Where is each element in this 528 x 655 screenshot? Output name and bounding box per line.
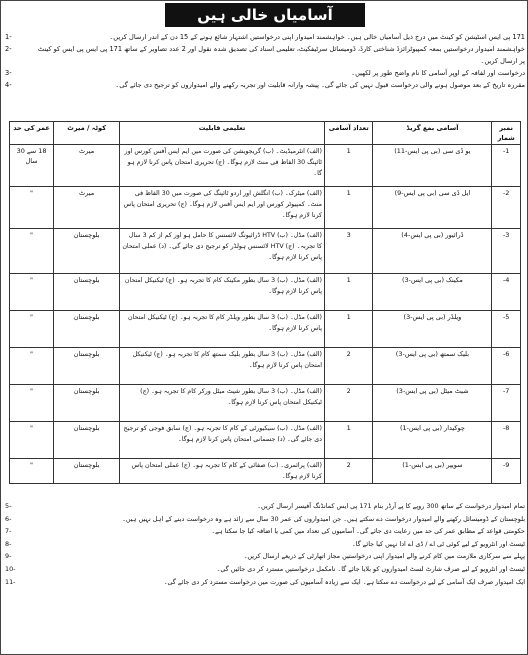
intro-line <box>5 31 525 43</box>
cell-serial: 3- <box>492 229 521 274</box>
intro-line <box>5 55 525 67</box>
intro-line-text: درخواست اور لفافہ کے اوپر آسامی کا نام واضح طور پر لکھیں۔ <box>351 69 525 77</box>
footer-line-text: ٹیسٹ اور انٹرویو کے لیے صرف شارٹ لسٹ امیدواروں کو بلایا جائے گا۔ نامکمل درخواستیں مسترد کر دی جائیں گی۔ <box>216 564 525 573</box>
footer-line-number: 8- <box>5 539 12 548</box>
intro-line-number: 2- <box>5 45 12 53</box>
footer-instructions <box>5 500 525 588</box>
cell-count: 2 <box>324 459 372 484</box>
cell-age-limit: " <box>10 229 54 274</box>
cell-count: 1 <box>324 187 372 229</box>
footer-line <box>5 538 525 551</box>
cell-qualification: (الف) مڈل۔ (ب) 3 سال بطور بلیک سمتھ کام کا تجربہ ہو۔ (ج) ٹیکنیکل امتحان پاس کرنا لازم ہوگا۔ <box>120 348 325 385</box>
cell-post: ویلڈر (بی پی ایس-3) <box>373 311 492 348</box>
cell-count: 1 <box>324 145 372 187</box>
cell-quota: بلوچستان <box>54 459 120 484</box>
intro-line <box>5 79 525 91</box>
cell-serial: 8- <box>492 422 521 459</box>
table-row <box>10 229 521 274</box>
cell-post: مکینک (بی پی ایس-3) <box>373 274 492 311</box>
footer-line <box>5 576 525 589</box>
cell-post: ڈرائیور (بی پی ایس-4) <box>373 229 492 274</box>
intro-line-text: مقررہ تاریخ کے بعد موصول ہونے والی درخواست قبول نہیں کی جائے گی۔ پیشہ وارانہ قابلیت اور تجربہ رکھنے والے امیدواروں کو ترجیح دی جائے گی۔ <box>115 81 525 89</box>
cell-qualification: (الف) میٹرک۔ (ب) انگلش اور اردو ٹائپنگ کی صورت میں 30 الفاظ فی منٹ۔ کمپیوٹر کورس اور ایم ایس آفس لازم ہوگا۔ (ج) تحریری امتحان پاس کرنا لازم ہوگا۔ <box>120 187 325 229</box>
footer-line <box>5 525 525 538</box>
footer-line <box>5 500 525 513</box>
footer-line-text: تمام امیدوار درخواست کے ساتھ 300 روپے کا پے آرڈر بنام 171 پی ایس کمانڈنگ آفیسر ارسال کریں۔ <box>257 502 525 510</box>
cell-age-limit: " <box>10 385 54 422</box>
cell-count: 3 <box>324 229 372 274</box>
cell-qualification: (الف) انٹرمیڈیٹ۔ (ب) گریجویشن کی صورت میں ایم ایس آفس کورس اور ٹائپنگ 30 الفاظ فی منٹ لازم ہوگا۔ (ج) تحریری امتحان پاس کرنا لازم ہو گا۔ <box>120 145 325 187</box>
cell-count: 1 <box>324 274 372 311</box>
cell-count: 1 <box>324 311 372 348</box>
cell-serial: 5- <box>492 311 521 348</box>
cell-post: شیٹ میٹل (بی پی ایس-3) <box>373 385 492 422</box>
intro-line-text: 171 پی ایس اسٹیشن کو کینٹ میں درج ذیل آسامیاں خالی ہیں۔ خواہشمند امیدوار اپنی درخواستیں اشتہار شائع ہونے کے 15 دن کے اندر ارسال کریں۔ <box>109 33 525 41</box>
intro-line <box>5 43 525 55</box>
cell-quota: بلوچستان <box>54 422 120 459</box>
table-row <box>10 145 521 187</box>
header-qualification: تعلیمی قابلیت <box>120 122 325 145</box>
cell-count: 2 <box>324 385 372 422</box>
cell-qualification: (الف) پرائمری۔ (ب) صفائی کے کام کا تجربہ ہو۔ (ج) عملی امتحان پاس کرنا لازم ہوگا۔ <box>120 459 325 484</box>
cell-serial: 2- <box>492 187 521 229</box>
cell-serial: 1- <box>492 145 521 187</box>
cell-post: چوکیدار (بی پی ایس-1) <box>373 422 492 459</box>
cell-qualification: (الف) مڈل۔ (ب) سیکیورٹی کے کام کا تجربہ ہو۔ (ج) سابق فوجی کو ترجیح دی جائے گی۔ (د) جسمانی امتحان پاس کرنا لازم ہوگا۔ <box>120 422 325 459</box>
table-row <box>10 187 521 229</box>
footer-line-number: 7- <box>5 527 12 536</box>
table-row <box>10 311 521 348</box>
cell-serial: 4- <box>492 274 521 311</box>
footer-line <box>5 563 525 576</box>
cell-post: ایل ڈی سی (بی پی ایس-9) <box>373 187 492 229</box>
page-title: آسامیاں خالی ہیں <box>165 3 365 27</box>
header-count: تعداد آسامی <box>324 122 372 145</box>
cell-age-limit: " <box>10 422 54 459</box>
cell-post: بلیک سمتھ (بی پی ایس-3) <box>373 348 492 385</box>
cell-count: 1 <box>324 422 372 459</box>
footer-line-text: حکومتی قواعد کے مطابق عمر کی حد میں رعایت دی جائے گی۔ آسامیوں کی تعداد میں کمی یا اضافہ کیا جا سکتا ہے۔ <box>211 527 525 536</box>
cell-qualification: (الف) مڈل۔ (ب) HTV ڈرائیونگ لائسنس کا حامل ہو اور کم از کم 3 سال کا تجربہ۔ (ج) HTV لائسنس ہولڈر کو ترجیح دی جائے گی۔ (د) عملی امتحان پاس کرنا لازم ہوگا۔ <box>120 229 325 274</box>
footer-line-number: 11- <box>5 577 16 586</box>
cell-age-limit: " <box>10 459 54 484</box>
cell-age-limit: " <box>10 348 54 385</box>
footer-line <box>5 550 525 563</box>
table-row <box>10 348 521 385</box>
cell-count: 2 <box>324 348 372 385</box>
header-serial: نمبر شمار <box>492 122 521 145</box>
cell-quota: میرٹ <box>54 187 120 229</box>
footer-line-text: ٹیسٹ اور انٹرویو کے لیے کوئی ٹی اے / ڈی اے ادا نہیں کیا جائے گا۔ <box>351 539 525 548</box>
footer-line-text: پہلے سے سرکاری ملازمت میں کام کرنے والے امیدوار اپنی درخواستیں مجاز اتھارٹی کے ذریعے ارسال کریں۔ <box>243 552 525 561</box>
table-row <box>10 459 521 484</box>
cell-post: یو ڈی سی (بی پی ایس-11) <box>373 145 492 187</box>
footer-line-text: بلوچستان کے ڈومیسائل رکھنے والے امیدوار درخواست دے سکتے ہیں۔ جن امیدواروں کی عمر 30 سال سے زائد ہے وہ درخواست دینے کے اہل نہیں ہیں۔ <box>122 514 525 523</box>
cell-age-limit: " <box>10 274 54 311</box>
footer-line-number: 6- <box>5 514 12 523</box>
cell-quota: بلوچستان <box>54 385 120 422</box>
cell-post: سویپر (بی پی ایس-1) <box>373 459 492 484</box>
cell-qualification: (الف) مڈل۔ (ب) 3 سال بطور ویلڈر کام کا تجربہ ہو۔ (ج) ٹیکنیکل امتحان پاس کرنا لازم ہوگا۔ <box>120 311 325 348</box>
cell-age-limit: " <box>10 187 54 229</box>
footer-line-number: 5- <box>5 502 12 510</box>
footer-line-text: ایک امیدوار صرف ایک آسامی کے لیے درخواست دے سکتا ہے۔ ایک سے زیادہ آسامیوں کی صورت میں درخواست مسترد کر دی جائے گی۔ <box>163 577 525 586</box>
vacancies-table <box>9 121 521 484</box>
table-row <box>10 385 521 422</box>
intro-line-number: 4- <box>5 81 12 89</box>
intro-line-text: پر ارسال کریں۔ <box>480 57 525 65</box>
header-post: آسامی بمع گریڈ <box>373 122 492 145</box>
header-quota: کوٹہ / میرٹ <box>54 122 120 145</box>
footer-line <box>5 513 525 526</box>
intro-line-number: 1- <box>5 33 12 41</box>
cell-serial: 7- <box>492 385 521 422</box>
table-row <box>10 274 521 311</box>
cell-qualification: (الف) مڈل۔ (ب) 3 سال بطور مکینک کام کا تجربہ ہو۔ (ج) ٹیکنیکل امتحان پاس کرنا لازم ہوگا۔ <box>120 274 325 311</box>
footer-line-number: 10- <box>5 564 16 573</box>
table-row <box>10 422 521 459</box>
cell-age-limit: " <box>10 311 54 348</box>
intro-line <box>5 67 525 79</box>
cell-serial: 9- <box>492 459 521 484</box>
cell-serial: 6- <box>492 348 521 385</box>
footer-line-number: 9- <box>5 552 12 561</box>
intro-line-number: 3- <box>5 69 12 77</box>
cell-quota: بلوچستان <box>54 348 120 385</box>
cell-quota: بلوچستان <box>54 311 120 348</box>
cell-quota: میرٹ <box>54 145 120 187</box>
cell-age-limit: 18 سے 30 سال <box>10 145 54 187</box>
cell-qualification: (الف) مڈل۔ (ب) 3 سال بطور شیٹ میٹل ورکر کام کا تجربہ ہو۔ (ج) ٹیکنیکل امتحان پاس کرنا لازم ہوگا۔ <box>120 385 325 422</box>
header-age-limit: عمر کی حد <box>10 122 54 145</box>
cell-quota: بلوچستان <box>54 229 120 274</box>
intro-instructions <box>5 31 525 91</box>
intro-line-number <box>5 55 19 67</box>
cell-quota: بلوچستان <box>54 274 120 311</box>
intro-line-text: خواہشمند امیدوار درخواستیں بمعہ کمپیوٹرائزڈ شناختی کارڈ، ڈومیسائل سرٹیفکیٹ، تعلیمی اسناد کی تصدیق شدہ نقول اور 2 عدد تصاویر کے ساتھ 171 پی ایس پی ایس کو کینٹ <box>37 45 525 53</box>
table-header-row <box>10 122 521 145</box>
